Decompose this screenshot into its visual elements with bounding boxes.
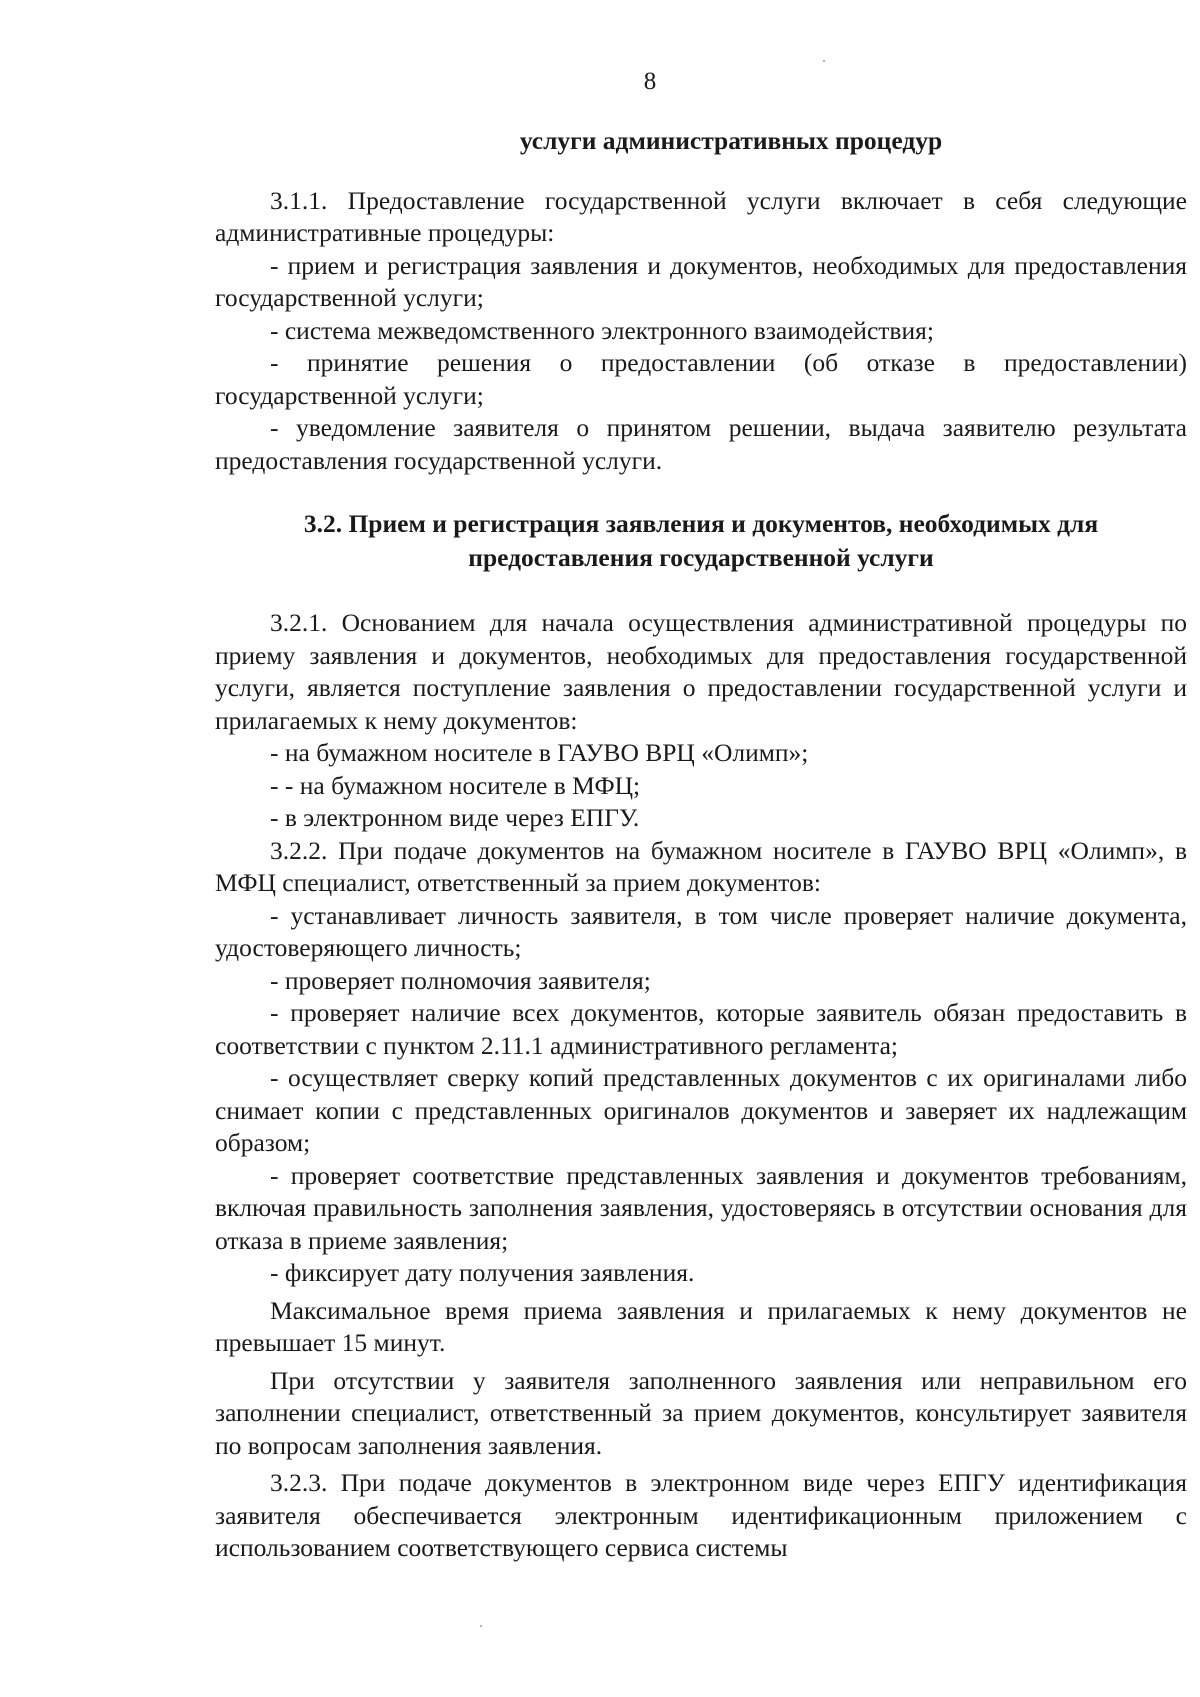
list-item-channel-olimp: - на бумажном носителе в ГАУВО ВРЦ «Олимп»; (270, 738, 809, 767)
paragraph-3-2-3: 3.2.3. При подаче документов в электронном виде через ЕПГУ идентификация заявителя обеспечивается электронным идентификационным приложением с использованием соответствующего сервиса системы (215, 1468, 1187, 1562)
list-item-action-authority: - проверяет полномочия заявителя; (270, 965, 651, 995)
paragraph-max-time: Максимальное время приема заявления и прилагаемых к нему документов не превышает 15 минут. (215, 1295, 1187, 1357)
list-item-procedure-notification: - уведомление заявителя о принятом решении, выдача заявителю результата предоставления государственной услуги. (215, 413, 1187, 475)
list-item-channel-mfc: - - на бумажном носителе в МФЦ; (270, 770, 641, 800)
list-item-channel-epgu: - в электронном виде через ЕПГУ. (270, 803, 640, 832)
scan-speck (823, 60, 825, 62)
list-item-procedure-interagency: - система межведомственного электронного взаимодействия; (270, 315, 934, 345)
paragraph-consultation: При отсутствии у заявителя заполненного заявления или неправильном его заполнении специалист, ответственный за прием документов, консультирует заявителя по вопросам заполнения заявления. (215, 1365, 1187, 1460)
list-item-action-compliance: - проверяет соответствие представленных заявления и документов требованиям, включая правильность заполнения заявления, удостоверяясь в отсутствии основания для отказа в приеме заявления; (215, 1160, 1187, 1255)
section-heading-continuation: услуги административных процедур (519, 126, 943, 155)
scan-speck (480, 1625, 482, 1627)
list-item-procedure-decision: - принятие решения о предоставлении (об отказе в предоставлении) государственной услуги; (215, 348, 1187, 410)
page-number: 8 (643, 68, 657, 95)
list-item-action-copies: - осуществляет сверку копий представленных документов с их оригиналами либо снимает копии с представленных оригиналов документов и заверяет их надлежащим образом; (215, 1063, 1187, 1157)
section-heading-3-2: 3.2. Прием и регистрация заявления и документов, необходимых для предоставления государственной услуги (303, 509, 1099, 572)
paragraph-3-1-1: 3.1.1. Предоставление государственной услуги включает в себя следующие административные процедуры: (215, 185, 1187, 247)
list-item-action-identity: - устанавливает личность заявителя, в том числе проверяет наличие документа, удостоверяющего личность; (215, 900, 1187, 962)
paragraph-3-2-2: 3.2.2. При подаче документов на бумажном носителе в ГАУВО ВРЦ «Олимп», в МФЦ специалист, ответственный за прием документов: (215, 835, 1187, 897)
list-item-procedure-reception: - прием и регистрация заявления и документов, необходимых для предоставления государственной услуги; (215, 250, 1187, 312)
list-item-action-date: - фиксирует дату получения заявления. (270, 1258, 695, 1287)
list-item-action-documents: - проверяет наличие всех документов, которые заявитель обязан предоставить в соответствии с пунктом 2.11.1 административного регламента; (215, 998, 1187, 1060)
paragraph-3-2-1: 3.2.1. Основанием для начала осуществления административной процедуры по приему заявления и документов, необходимых для предоставления государственной услуги, является поступление заявления о предоставлении государственной услуги и прилагаемых к нему документов: (215, 608, 1187, 735)
document-body (215, 125, 1187, 1565)
